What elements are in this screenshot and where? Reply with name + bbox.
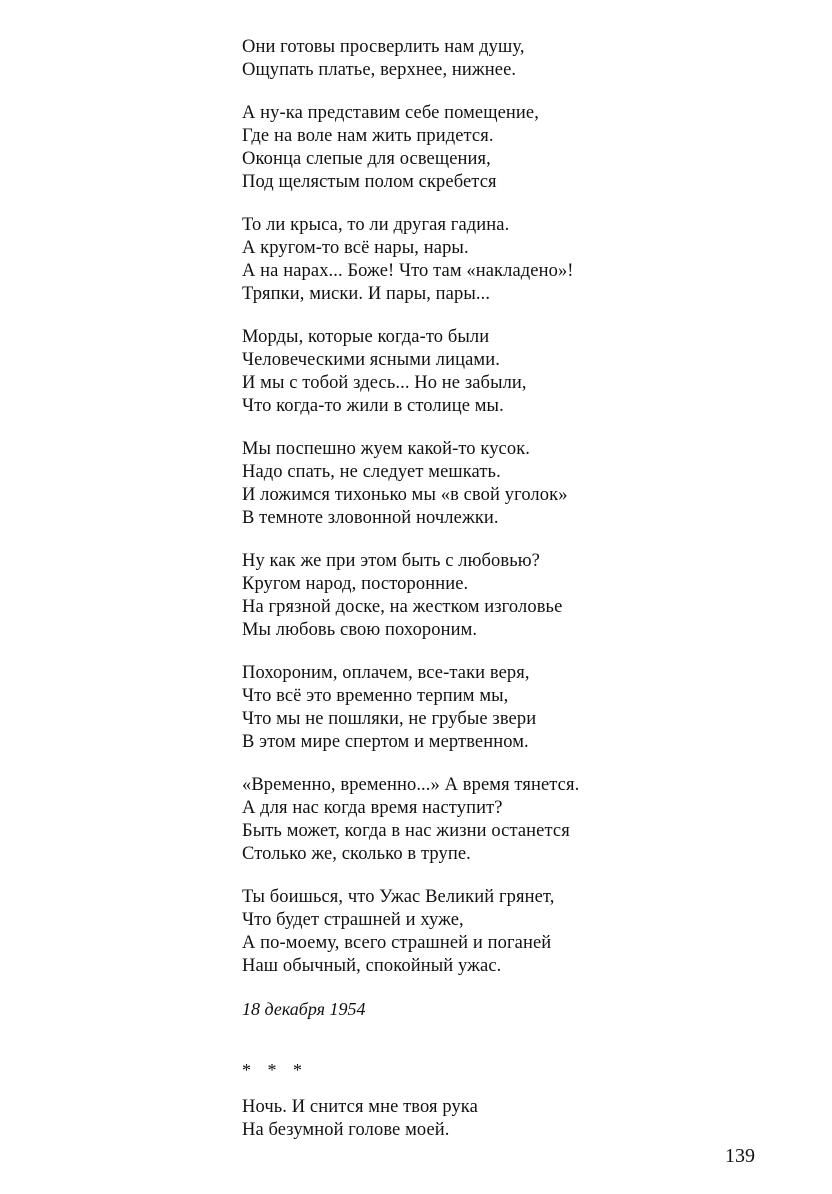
poem-line: Ты боишься, что Ужас Великий грянет, <box>242 887 555 907</box>
poem-line: А кругом-то всё нары, нары. <box>242 238 469 258</box>
poem-line: А ну-ка представим себе помещение, <box>242 103 539 123</box>
stanza-4 <box>242 326 762 418</box>
stanza-6 <box>242 550 762 642</box>
poem-line: Быть может, когда в нас жизни останется <box>242 821 570 841</box>
stanza-8 <box>242 774 762 866</box>
poem-line: Ощупать платье, верхнее, нижнее. <box>242 60 517 80</box>
poem-date: 18 декабря 1954 <box>242 999 366 1019</box>
poem-line: Под щелястым полом скребется <box>242 172 497 192</box>
section-separator: * * * <box>242 1060 308 1080</box>
poem-line: Ночь. И снится мне твоя рука <box>242 1097 478 1117</box>
poem-line: Что когда-то жили в столице мы. <box>242 396 504 416</box>
poem-line: Надо спать, не следует мешкать. <box>242 462 501 482</box>
stanza-9 <box>242 886 762 978</box>
poem-line: Столько же, сколько в трупе. <box>242 844 471 864</box>
poem-line: Мы поспешно жуем какой-то кусок. <box>242 439 531 459</box>
poem-line: Что будет страшней и хуже, <box>242 910 464 930</box>
poem-line: А для нас когда время наступит? <box>242 798 503 818</box>
poem-line: Человеческими ясными лицами. <box>242 350 500 370</box>
poem-line: Что всё это временно терпим мы, <box>242 686 509 706</box>
poem-line: Ну как же при этом быть с любовью? <box>242 551 540 571</box>
page-number: 139 <box>725 1145 755 1167</box>
poem-line: На безумной голове моей. <box>242 1120 450 1140</box>
poem-line: Тряпки, миски. И пары, пары... <box>242 284 491 304</box>
poem-line: И мы с тобой здесь... Но не забыли, <box>242 373 527 393</box>
poem-line: Оконца слепые для освещения, <box>242 149 491 169</box>
stanza-3 <box>242 214 762 306</box>
poem-line: Похороним, оплачем, все-таки веря, <box>242 663 530 683</box>
poem-line: Наш обычный, спокойный ужас. <box>242 956 502 976</box>
stanza-1 <box>242 36 762 82</box>
poem-line: Кругом народ, посторонние. <box>242 574 469 594</box>
poem-line: Мы любовь свою похороним. <box>242 620 478 640</box>
poem-line: «Временно, временно...» А время тянется. <box>242 775 580 795</box>
poem-line: А по-моему, всего страшней и поганей <box>242 933 552 953</box>
poem-line: Морды, которые когда-то были <box>242 327 490 347</box>
next-poem-stanza <box>242 1096 762 1142</box>
poem <box>242 36 762 1162</box>
poem-line: В темноте зловонной ночлежки. <box>242 508 499 528</box>
stanza-2 <box>242 102 762 194</box>
poem-line: Что мы не пошляки, не грубые звери <box>242 709 537 729</box>
poem-line: И ложимся тихонько мы «в свой уголок» <box>242 485 568 505</box>
poem-line: Они готовы просверлить нам душу, <box>242 37 525 57</box>
stanza-5 <box>242 438 762 530</box>
poem-line: В этом мире спертом и мертвенном. <box>242 732 529 752</box>
stanza-7 <box>242 662 762 754</box>
poem-line: А на нарах... Боже! Что там «накладено»! <box>242 261 574 281</box>
poem-line: То ли крыса, то ли другая гадина. <box>242 215 510 235</box>
poem-line: На грязной доске, на жестком изголовье <box>242 597 563 617</box>
poem-line: Где на воле нам жить придется. <box>242 126 494 146</box>
